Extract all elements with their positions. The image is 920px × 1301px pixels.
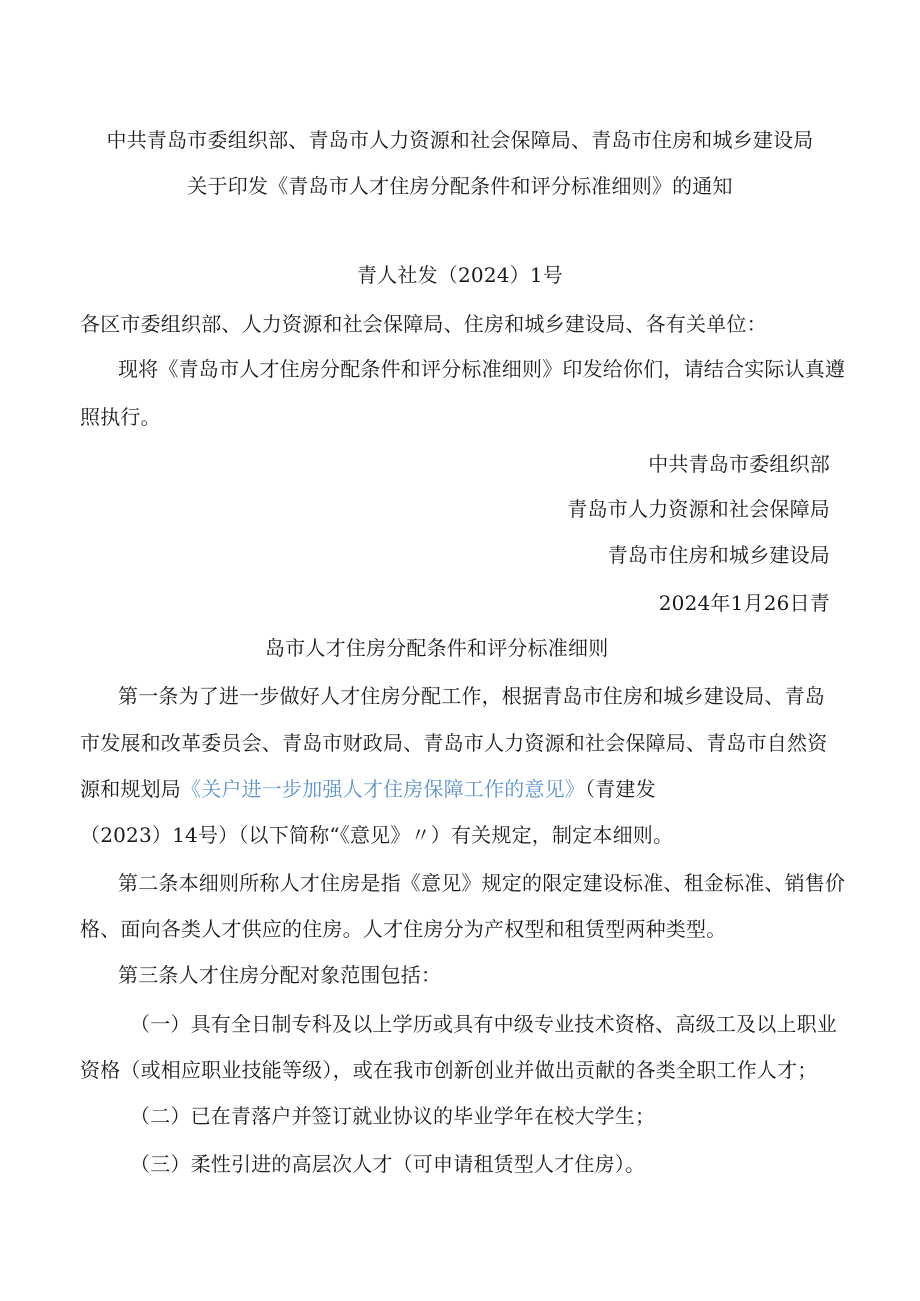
article2-line-1: 第二条本细则所称人才住房是指《意见》规定的限定建设标准、租金标准、销售价	[118, 871, 846, 895]
rules-title: 岛市人才住房分配条件和评分标准细则	[265, 636, 609, 660]
recipients: 各区市委组织部、人力资源和社会保障局、住房和城乡建设局、各有关单位：	[80, 312, 767, 336]
article3-item1-line-2: 资格（或相应职业技能等级），或在我市创新创业并做出贡献的各类全职工作人才；	[80, 1058, 818, 1082]
signature-org-3: 青岛市住房和城乡建设局	[607, 543, 830, 567]
title-line-2: 关于印发《青岛市人才住房分配条件和评分标准细则》的通知	[187, 174, 733, 198]
article3-item2: （二）已在青落户并签订就业协议的毕业学年在校大学生；	[130, 1104, 656, 1128]
article3-item3: （三）柔性引进的高层次人才（可申请租赁型人才住房）。	[130, 1152, 646, 1176]
article1-line-3	[80, 777, 656, 801]
document-number: 青人社发（2024）1号	[356, 263, 564, 287]
article1-line-2: 市发展和改革委员会、青岛市财政局、青岛市人力资源和社会保障局、青岛市自然资	[80, 731, 828, 755]
title-line-1: 中共青岛市委组织部、青岛市人力资源和社会保障局、青岛市住房和城乡建设局	[106, 128, 814, 152]
article2-line-2: 格、面向各类人才供应的住房。人才住房分为产权型和租赁型两种类型。	[80, 917, 727, 941]
article1-line-3-suffix: （青建发	[585, 777, 656, 801]
article3-item1-line-1: （一）具有全日制专科及以上学历或具有中级专业技术资格、高级工及以上职业	[130, 1012, 837, 1036]
article1-line-1: 第一条为了进一步做好人才住房分配工作，根据青岛市住房和城乡建设局、青岛	[118, 684, 825, 708]
signature-org-2: 青岛市人力资源和社会保障局	[567, 497, 830, 521]
article1-line-3-prefix: 源和规划局	[80, 777, 181, 801]
article3-line-1: 第三条人才住房分配对象范围包括：	[118, 963, 442, 987]
signature-org-1: 中共青岛市委组织部	[648, 452, 830, 476]
article1-line-4: （2023）14号）（以下简称“《意见》〃）有关规定，制定本细则。	[80, 823, 674, 847]
signature-date: 2024年1月26日青	[658, 591, 830, 615]
referenced-document-link[interactable]: 《关户进一步加强人才住房保障工作的意见》	[181, 777, 585, 801]
notice-body-line-2: 照执行。	[80, 405, 161, 429]
notice-body-line-1: 现将《青岛市人才住房分配条件和评分标准细则》印发给你们，请结合实际认真遵	[118, 357, 846, 381]
